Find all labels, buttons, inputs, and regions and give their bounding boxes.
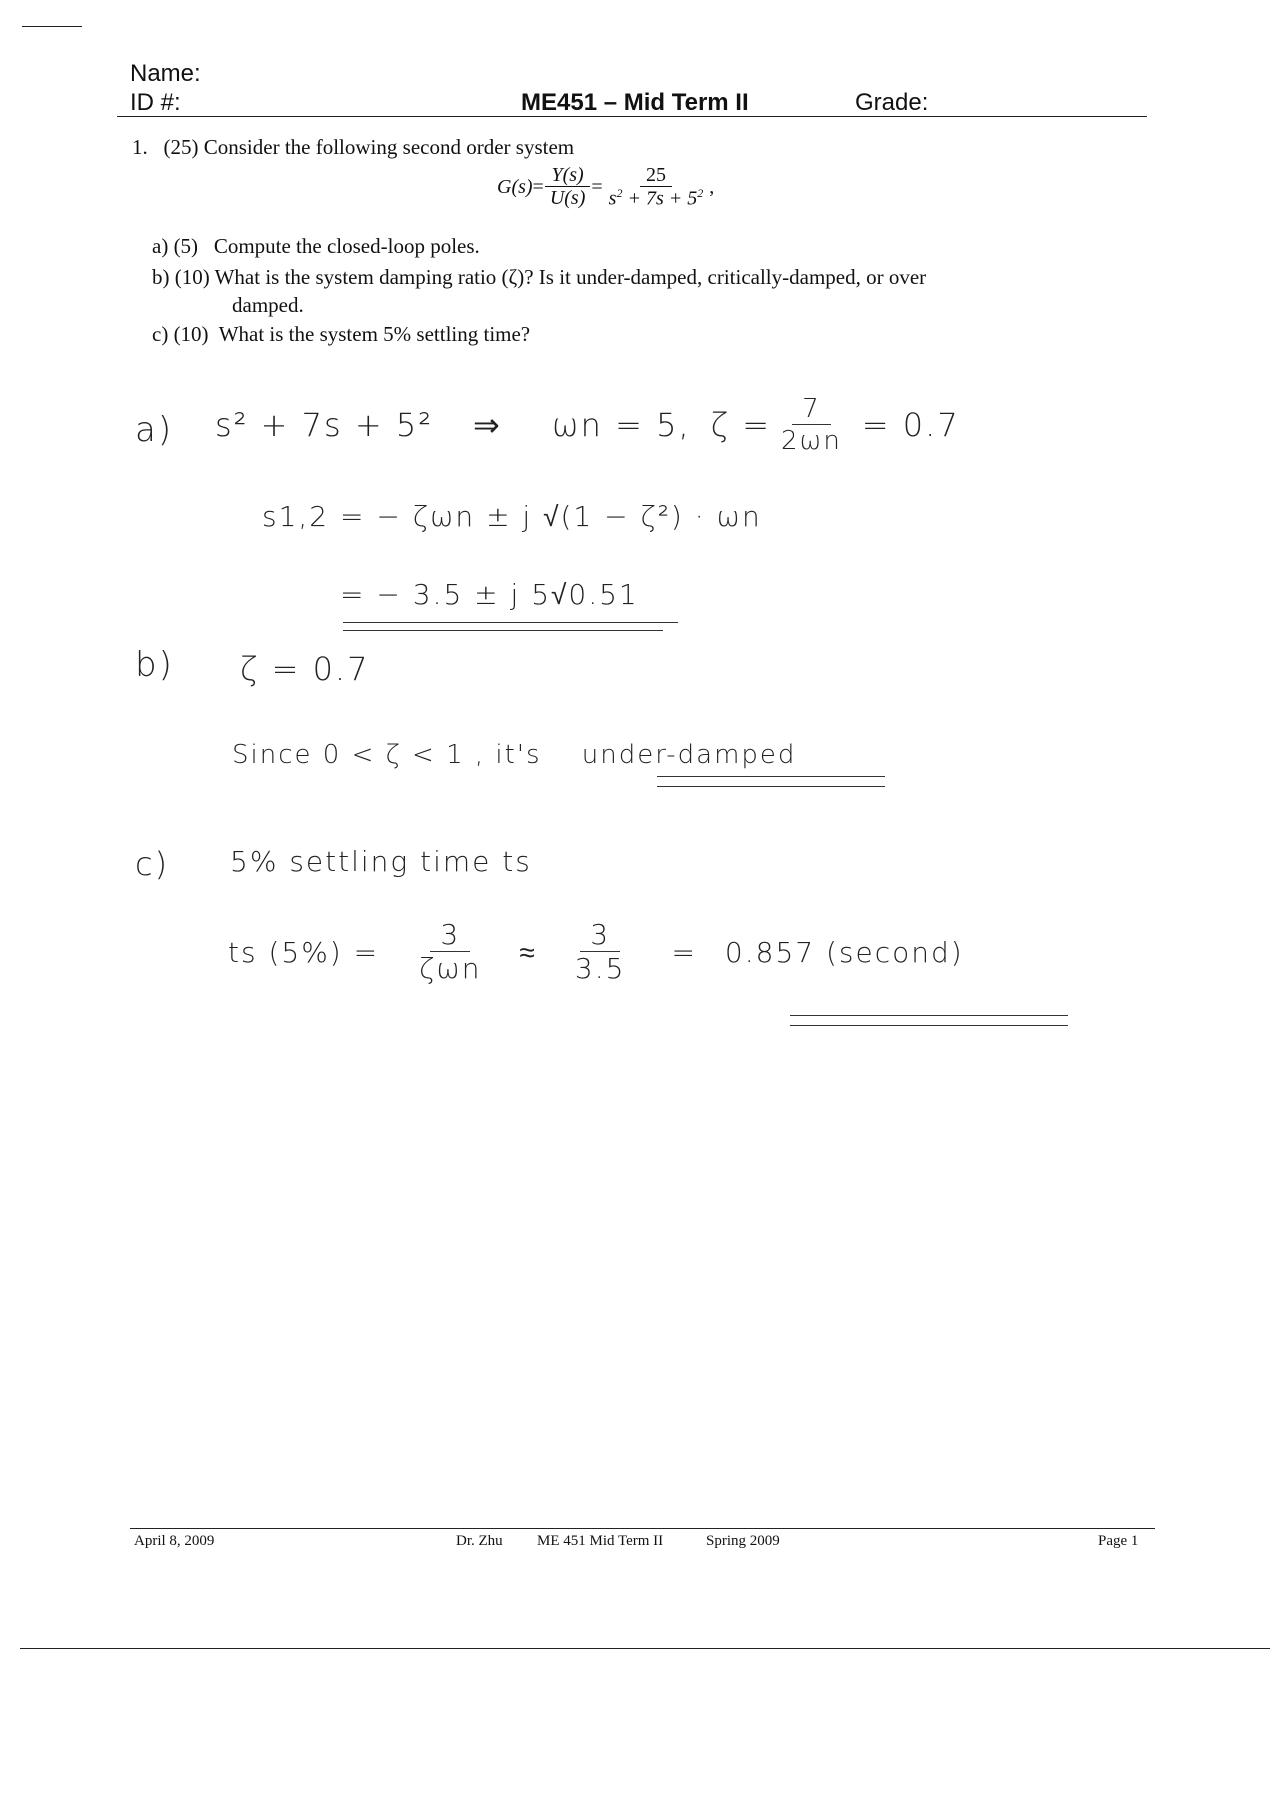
part-c-question: c) (10) What is the system 5% settling time? xyxy=(152,322,531,346)
answer-c-underline-1 xyxy=(790,1015,1068,1016)
header-rule xyxy=(117,116,1147,117)
grade-label: Grade: xyxy=(855,89,929,116)
transfer-function xyxy=(497,164,714,211)
scan-bottom-edge xyxy=(20,1648,1270,1649)
footer-instructor: Dr. Zhu xyxy=(456,1533,503,1549)
answer-b-label: b) xyxy=(135,645,174,685)
footer-course: ME 451 Mid Term II xyxy=(537,1533,664,1549)
answer-a-line1: s² + 7s + 5² ⇒ ωn = 5, ζ = $\frac{7}{2\omega n}$ = 0.7 xyxy=(215,394,960,456)
name-label: Name: xyxy=(130,60,201,87)
answer-a-line3: = − 3.5 ± j 5√0.51 xyxy=(340,578,639,611)
answer-c-underline-2 xyxy=(790,1025,1068,1026)
part-a-question: a) (5) Compute the closed-loop poles. xyxy=(152,234,480,258)
answer-a-label: a) xyxy=(135,410,174,450)
scan-mark xyxy=(22,26,82,27)
answer-a-underline-1 xyxy=(343,622,678,623)
tf-lhs: G(s) xyxy=(497,175,533,198)
settling-fraction-1: $\frac{3}{\text{ζωn}}$ xyxy=(419,918,482,985)
answer-b-line2: Since 0 < ζ < 1 , it's under-damped xyxy=(232,740,797,770)
footer-rule xyxy=(130,1528,1155,1529)
footer-term: Spring 2009 xyxy=(706,1533,780,1549)
answer-c-line2: ts (5%) = $\frac{3}{\text{ζωn}}$ ≈ $\frac{3}{3.5}$ = 0.857 (second) xyxy=(228,918,964,985)
answer-b-line1: ζ = 0.7 xyxy=(240,650,370,688)
tf-frac-plant-den: $s^2 + 7s + 5^2$ xyxy=(608,186,704,210)
tf-frac-yu xyxy=(544,164,592,210)
exam-title: ME451 – Mid Term II xyxy=(521,89,749,116)
tf-frac-yu-num: Y(s) xyxy=(545,164,589,187)
tf-eq1: = xyxy=(532,175,544,198)
tf-frac-plant-num: 25 xyxy=(640,164,672,187)
settling-time-result: 0.857 (second) xyxy=(724,935,964,969)
problem-statement xyxy=(132,135,574,160)
part-b-question-cont: damped. xyxy=(232,293,304,317)
problem-text: Consider the following second order system xyxy=(203,135,575,159)
tf-eq2: = xyxy=(591,175,603,198)
id-label: ID #: xyxy=(130,89,181,116)
footer-page: Page 1 xyxy=(1098,1533,1139,1549)
tf-frac-yu-den: U(s) xyxy=(549,187,586,210)
problem-points: (25) xyxy=(163,135,199,159)
part-b-question: b) (10) What is the system damping ratio (ζ)? Is it under-damped, critically-damped, or over xyxy=(152,265,927,289)
tf-comma: , xyxy=(709,175,715,198)
underdamped-answer: under-damped xyxy=(581,740,797,770)
footer-date: April 8, 2009 xyxy=(134,1533,215,1549)
answer-a-line2: s1,2 = − ζωn ± j √(1 − ζ²) · ωn xyxy=(262,500,762,533)
settling-fraction-2: $\frac{3}{3.5}$ xyxy=(574,918,626,985)
answer-c-label: c) xyxy=(135,845,170,883)
zeta-fraction: $\frac{7}{2\omega n}$ xyxy=(781,394,842,456)
answer-b-underline-1 xyxy=(657,776,885,777)
tf-frac-plant xyxy=(603,164,710,211)
problem-number: 1. xyxy=(132,135,148,159)
answer-b-underline-2 xyxy=(657,786,885,787)
answer-a-underline-2 xyxy=(343,630,663,631)
answer-c-line1: 5% settling time ts xyxy=(230,845,532,878)
